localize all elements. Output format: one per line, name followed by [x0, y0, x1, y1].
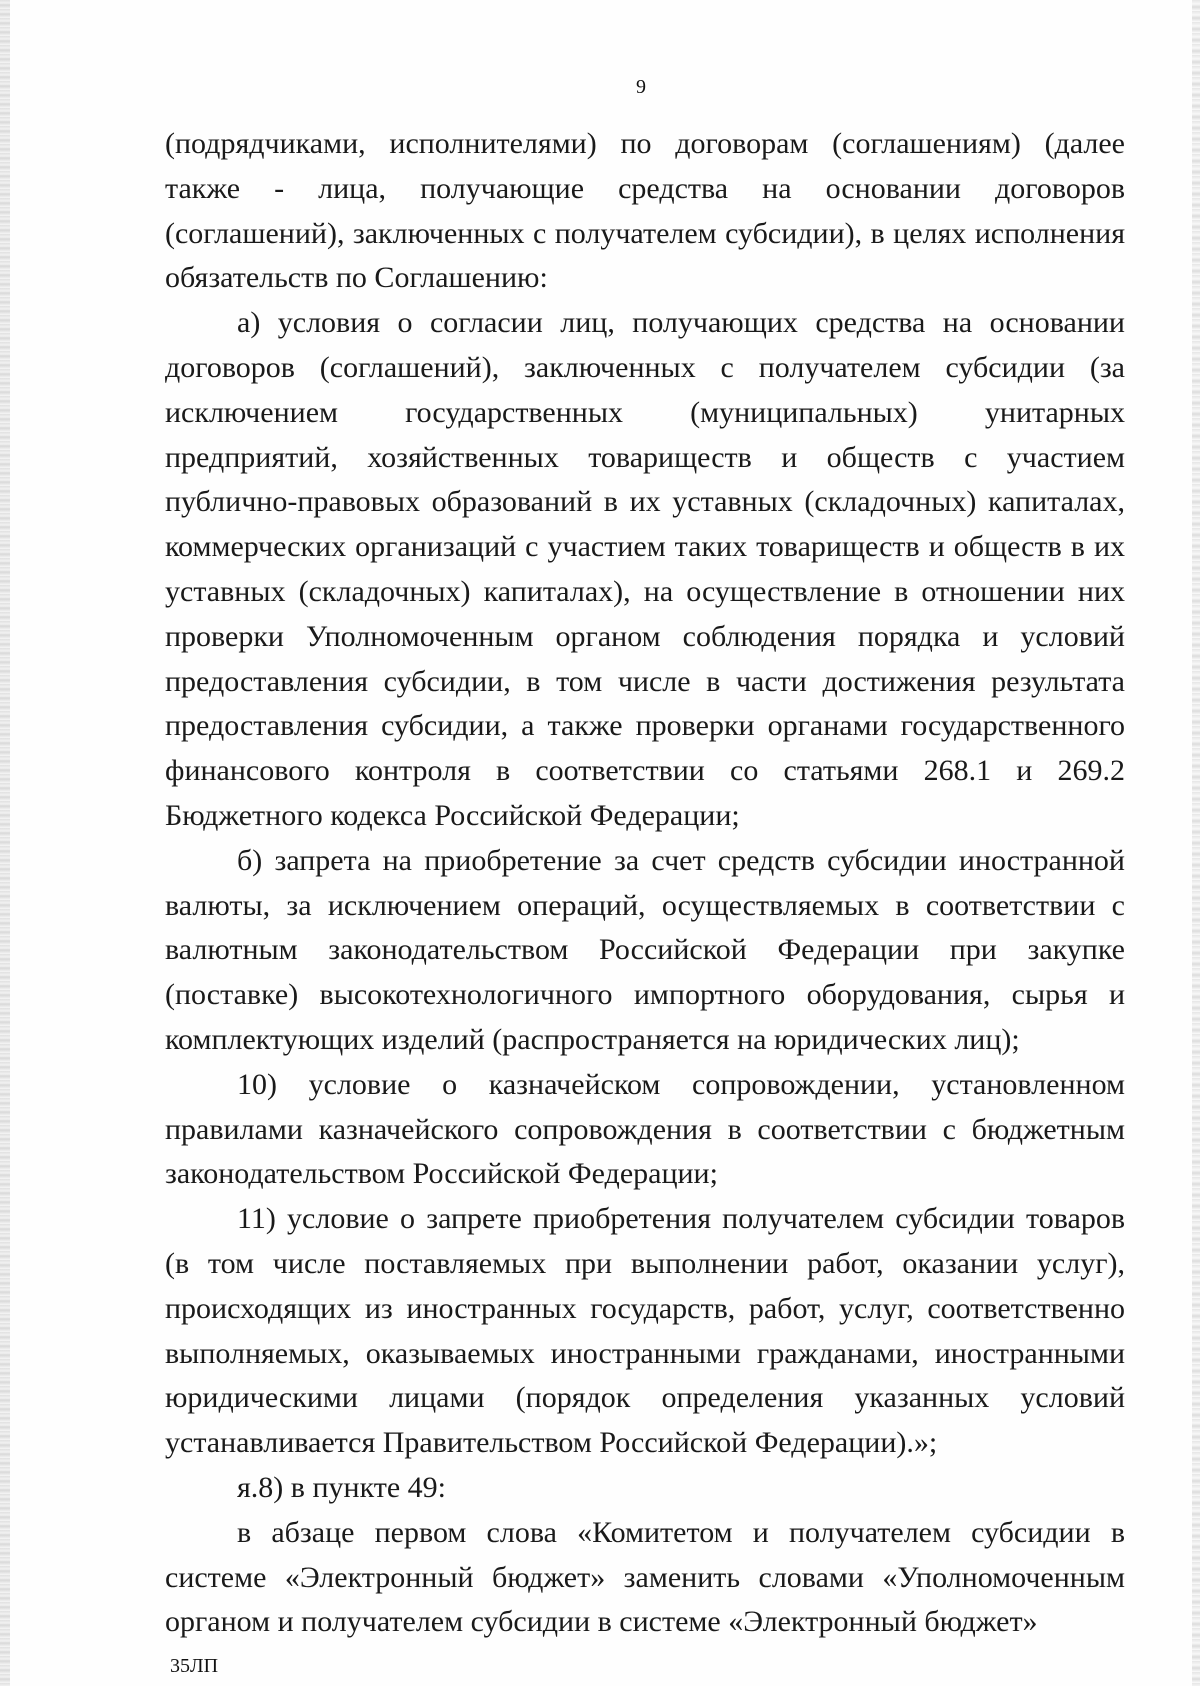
- scan-edge-right: [1192, 0, 1200, 1686]
- document-body: [165, 122, 1125, 1645]
- page-number: 9: [636, 76, 646, 98]
- footer-document-code: 35ЛП: [170, 1655, 219, 1677]
- scan-edge-left: [0, 0, 10, 1686]
- paragraph-item-b: б) запрета на приобретение за счет средств субсидии иностранной валюты, за исключением операций, осуществляемых в соответствии с валютным законодательством Российской Федерации при закупке (поставке) высокотехнологичного импортного оборудования, сырья и комплектующих изделий (распространяется на юридических лиц);: [165, 843, 1125, 1056]
- paragraph-first-abzac: в абзаце первом слова «Комитетом и получателем субсидии в системе «Электронный бюджет» заменить словами «Уполномоченным органом и получателем субсидии в системе «Электронный бюджет»: [165, 1515, 1125, 1639]
- paragraph-continuation: (подрядчиками, исполнителями) по договорам (соглашениям) (далее также - лица, получающие средства на основании договоров (соглашений), заключенных с получателем субсидии), в целях исполнения обязательств по Соглашению:: [165, 127, 1125, 295]
- paragraph-item-11: 11) условие о запрете приобретения получателем субсидии товаров (в том числе поставляемых при выполнении работ, оказании услуг), происходящих из иностранных государств, работ, услуг, соответственно выполняемых, оказываемых иностранными гражданами, иностранными юридическими лицами (порядок определения указанных условий устанавливается Правительством Российской Федерации).»;: [165, 1202, 1125, 1460]
- paragraph-item-a: а) условия о согласии лиц, получающих средства на основании договоров (соглашений), заключенных с получателем субсидии (за исключением государственных (муниципальных) унитарных предприятий, хозяйственных товариществ и обществ с участием публично-правовых образований в их уставных (складочных) капиталах, коммерческих организаций с участием таких товариществ и обществ в их уставных (складочных) капиталах), на осуществление в отношении них проверки Уполномоченным органом соблюдения порядка и условий предоставления субсидии, в том числе в части достижения результата предоставления субсидии, а также проверки органами государственного финансового контроля в соответствии со статьями 268.1 и 269.2 Бюджетного кодекса Российской Федерации;: [165, 306, 1125, 832]
- paragraph-item-10: 10) условие о казначейском сопровождении, установленном правилами казначейского сопровождения в соответствии с бюджетным законодательством Российской Федерации;: [165, 1067, 1125, 1191]
- paragraph-item-ya8: я.8) в пункте 49:: [237, 1470, 447, 1504]
